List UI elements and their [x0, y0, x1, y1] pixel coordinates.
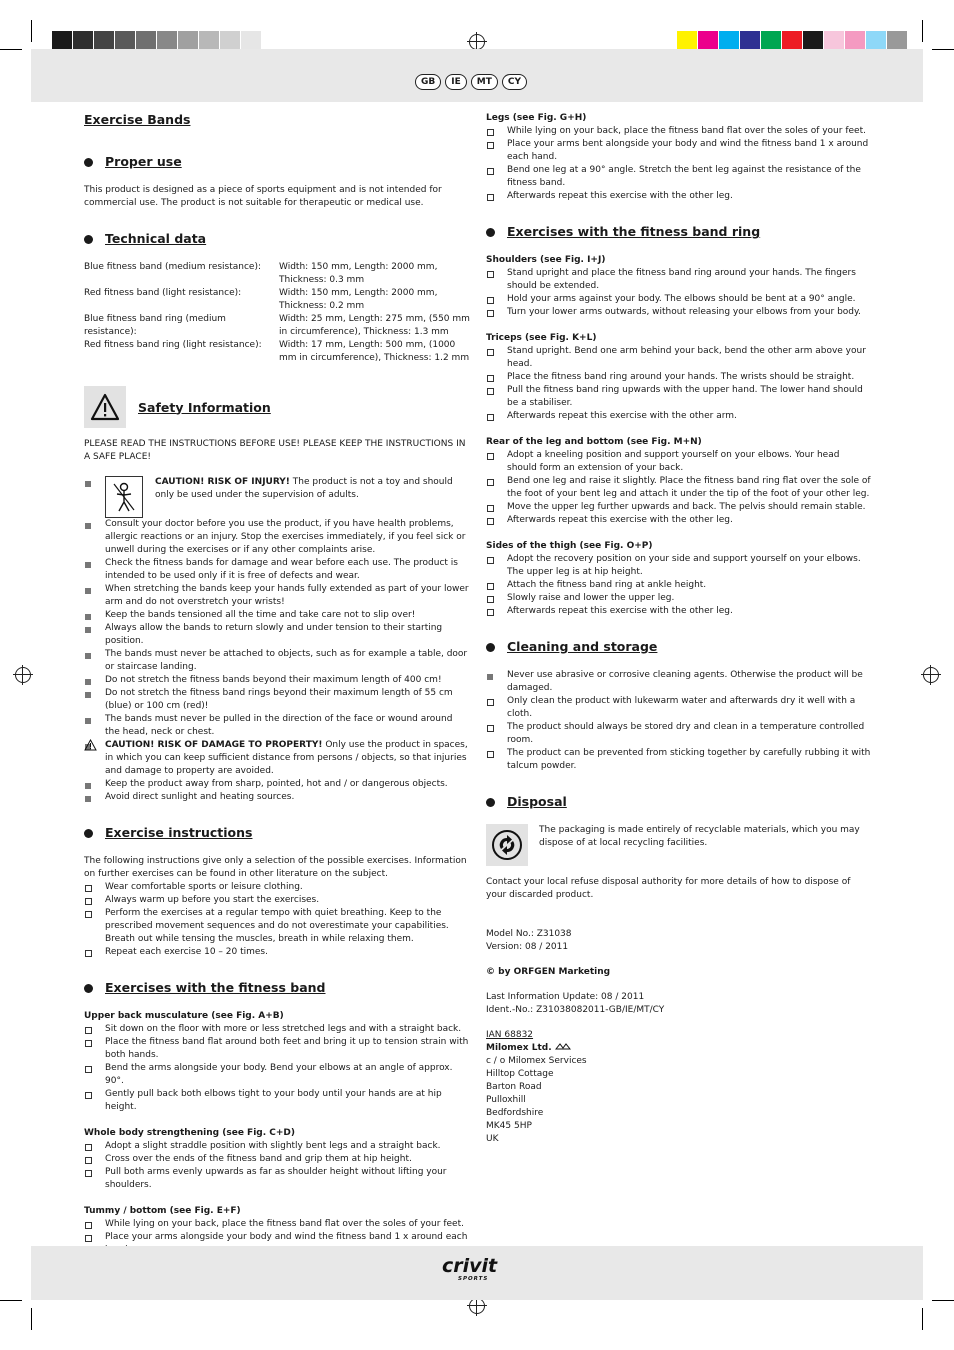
exercise-list — [486, 345, 872, 423]
recycle-block — [486, 824, 872, 866]
list-item: Stand upright and place the fitness band ring around your hands. The fingers should be extended. — [486, 267, 872, 293]
model-number: Model No.: Z31038 — [486, 929, 572, 939]
crop-mark — [922, 20, 923, 42]
section-heading-cleaning: Cleaning and storage — [486, 639, 872, 655]
list-item: Attach the fitness band ring at ankle height. — [486, 579, 872, 592]
warning-triangle-icon — [84, 386, 126, 428]
list-item: Bend one leg at a 90° angle. Stretch the bent leg against the resistance of the fitness band. — [486, 164, 872, 190]
registration-mark-bottom — [469, 1298, 485, 1314]
ian-number: IAN 68832 — [486, 1030, 534, 1040]
crop-mark — [0, 49, 22, 50]
list-item: Keep the product away from sharp, pointed, hot and / or dangerous objects. — [84, 778, 470, 791]
list-item: While lying on your back, place the fitness band flat over the soles of your feet. — [486, 125, 872, 138]
list-item: Hold your arms against your body. The elbows should be bent at a 90° angle. — [486, 293, 872, 306]
svg-text:crivit: crivit — [442, 1255, 498, 1277]
list-item: Turn your lower arms outwards, without releasing your elbows from your body. — [486, 306, 872, 319]
caution-property: CAUTION! RISK OF DAMAGE TO PROPERTY! Only use the product in spaces, in which you can keep sufficient distance from persons / objects, so that injuries and damage to property are avoided. — [84, 739, 470, 778]
list-item: Place your arms alongside your body and wind the fitness band 1 x around each — [84, 1231, 470, 1257]
recycle-text: The packaging is made entirely of recyclable materials, which you may dispose of at local recycling facilities. — [539, 825, 860, 848]
technical-data-table — [84, 261, 470, 365]
list-item: Consult your doctor before you use the product, if you have health problems, allergic reactions or an injury. Stop the exercises immediately, if you feel sick or unwell during the exercises or if any other complaints arise. — [84, 518, 470, 557]
grayscale-color-bar — [52, 31, 283, 51]
color-swatch — [887, 31, 908, 51]
factory-icon — [555, 1042, 571, 1050]
section-heading-exercise-instructions: Exercise instructions — [84, 825, 470, 841]
address-line: Bedfordshire — [486, 1108, 544, 1118]
list-item: Avoid direct sunlight and heating sources. — [84, 791, 470, 804]
list-item: Adopt the recovery position on your side and support yourself on your elbows. The upper leg is at hip height. — [486, 553, 872, 579]
color-swatch — [761, 31, 782, 51]
list-item: Repeat each exercise 10 – 20 times. — [84, 946, 470, 959]
registration-mark-top — [469, 34, 485, 50]
legs-list — [486, 125, 872, 203]
color-swatch — [178, 31, 199, 51]
green-dot-recycle-icon — [486, 824, 528, 866]
crop-mark — [31, 20, 32, 42]
left-column — [84, 112, 470, 1296]
color-swatch — [157, 31, 178, 51]
crop-mark — [31, 1308, 32, 1330]
list-item: Check the fitness bands for damage and wear before each use. The product is intended to be used only if it is free of defects and wear. — [84, 557, 470, 583]
right-column — [486, 112, 872, 1146]
color-swatch — [740, 31, 761, 51]
color-swatch — [782, 31, 803, 51]
proper-use-text: This product is designed as a piece of sports equipment and is not intended for commercial use. The product is not suitable for therapeutic or medical use. — [84, 185, 442, 208]
color-swatch — [220, 31, 241, 51]
crop-mark — [0, 1300, 22, 1301]
color-swatch — [94, 31, 115, 51]
list-item: Pull the fitness band ring upwards with the upper hand. The lower hand should be a stabiliser. — [486, 384, 872, 410]
list-item: Bend one leg and raise it slightly. Place the fitness band ring flat over the sole of the foot of your bent leg and attach it under the tip of the foot of your other leg. — [486, 475, 872, 501]
list-item: Place the fitness band flat around both feet and bring it up to tension strain with both hands. — [84, 1036, 470, 1062]
language-badge: MT — [471, 74, 498, 90]
color-swatch — [698, 31, 719, 51]
copyright: © by ORFGEN Marketing — [486, 967, 611, 977]
registration-mark-right — [923, 667, 939, 683]
color-swatch — [52, 31, 73, 51]
address-line: UK — [486, 1134, 499, 1144]
address-line: Pulloxhill — [486, 1095, 526, 1105]
list-item: Keep the bands tensioned all the time and take care not to slip over! — [84, 609, 470, 622]
child-warning-icon — [105, 476, 143, 518]
address-line: MK45 5HP — [486, 1121, 532, 1131]
address-block — [486, 1055, 872, 1146]
section-heading-fitness-band: Exercises with the fitness band — [84, 980, 470, 996]
color-swatch — [262, 31, 283, 51]
exercise-subheading: Triceps (see Fig. K+L) — [486, 333, 597, 343]
list-item: Bend the arms alongside your body. Bend your elbows at an angle of approx. 90°. — [84, 1062, 470, 1088]
exercise-subheading: Rear of the leg and bottom (see Fig. M+N) — [486, 437, 702, 447]
exercise-list — [84, 1023, 470, 1114]
color-swatch — [136, 31, 157, 51]
section-heading-disposal: Disposal — [486, 794, 872, 810]
registration-mark-left — [15, 667, 31, 683]
list-item: Adopt a kneeling position and support yourself on your elbows. Your head should form an extension of your back. — [486, 449, 872, 475]
color-swatch — [719, 31, 740, 51]
list-item: Sit down on the floor with more or less stretched legs and with a straight back. — [84, 1023, 470, 1036]
document-title: Exercise Bands — [84, 112, 191, 127]
list-item: Always allow the bands to return slowly and under tension to their starting position. — [84, 622, 470, 648]
exercise-list — [486, 449, 872, 527]
exercise-list — [84, 1140, 470, 1192]
list-item: The product should always be stored dry and clean in a temperature controlled room. — [486, 721, 872, 747]
list-item: Do not stretch the fitness bands beyond their maximum length of 400 cm! — [84, 674, 470, 687]
address-line: Hilltop Cottage — [486, 1069, 554, 1079]
list-item: Pull both arms evenly upwards as far as shoulder height without lifting your shoulders. — [84, 1166, 470, 1192]
list-item: Afterwards repeat this exercise with the other leg. — [486, 514, 872, 527]
technical-row: Blue fitness band ring (medium resistance): Width: 25 mm, Length: 275 mm, (550 mm in circumference), Thickness: 1.3 mm — [84, 314, 470, 337]
list-item: Slowly raise and lower the upper leg. — [486, 592, 872, 605]
color-swatch — [803, 31, 824, 51]
language-badges — [415, 74, 527, 90]
list-item: Place the fitness band ring around your hands. The wrists should be straight. — [486, 371, 872, 384]
exercise-subheading: Upper back musculature (see Fig. A+B) — [84, 1011, 284, 1021]
list-item: While lying on your back, place the fitness band flat over the soles of your feet. — [84, 1218, 470, 1231]
cleaning-list — [486, 669, 872, 695]
company-name: Milomex Ltd. — [486, 1042, 872, 1055]
ring-exercise-groups — [486, 254, 872, 618]
list-item: Afterwards repeat this exercise with the other arm. — [486, 410, 872, 423]
caution-injury: CAUTION! RISK OF INJURY! The product is not a toy and should only be used under the supervision of adults. — [84, 476, 470, 518]
exercise-subheading: Tummy / bottom (see Fig. E+F) — [84, 1206, 241, 1216]
color-swatch — [677, 31, 698, 51]
last-update: Last Information Update: 08 / 2011 — [486, 992, 645, 1002]
address-line: c / o Milomex Services — [486, 1056, 587, 1066]
section-heading-technical-data: Technical data — [84, 231, 470, 247]
list-item: Only clean the product with lukewarm water and afterwards dry it well with a cloth. — [486, 695, 872, 721]
language-badge: GB — [415, 74, 441, 90]
language-badge: IE — [445, 74, 467, 90]
safety-intro: PLEASE READ THE INSTRUCTIONS BEFORE USE! PLEASE KEEP THE INSTRUCTIONS IN A SAFE PLACE! — [84, 439, 466, 462]
list-item: Gently pull back both elbows tight to your body until your hands are at hip height. — [84, 1088, 470, 1114]
list-item: Adopt a slight straddle position with slightly bent legs and a straight back. — [84, 1140, 470, 1153]
crivit-logo — [440, 1253, 514, 1283]
exercise-subheading: Whole body strengthening (see Fig. C+D) — [84, 1128, 296, 1138]
instructions-intro: The following instructions give only a selection of the possible exercises. Information on further exercises can be found in other literature on the subject. — [84, 856, 467, 879]
exercise-subheading: Shoulders (see Fig. I+J) — [486, 255, 606, 265]
list-item: Do not stretch the fitness band rings beyond their maximum length of 55 cm (blue) or 100 cm (red)! — [84, 687, 470, 713]
color-swatch — [199, 31, 220, 51]
color-swatch — [845, 31, 866, 51]
ident-number: Ident.-No.: Z31038082011-GB/IE/MT/CY — [486, 1005, 665, 1015]
crop-mark — [922, 1308, 923, 1330]
list-item: Always warm up before you start the exercises. — [84, 894, 470, 907]
version: Version: 08 / 2011 — [486, 942, 569, 952]
address-line: Barton Road — [486, 1082, 542, 1092]
exercise-subheading: Legs (see Fig. G+H) — [486, 113, 587, 123]
list-item: Perform the exercises at a regular tempo with quiet breathing. Keep to the prescribed movement sequences and do not overestimate your capabilities. Breath out while tensing the muscles, breath in while relaxing them. — [84, 907, 470, 946]
section-heading-band-ring: Exercises with the fitness band ring — [486, 224, 872, 240]
technical-row: Blue fitness band (medium resistance): Width: 150 mm, Length: 2000 mm, Thickness: 0.3 mm — [84, 262, 438, 285]
list-item: Cross over the ends of the fitness band and grip them at hip height. — [84, 1153, 470, 1166]
color-swatch — [866, 31, 887, 51]
color-swatch — [115, 31, 136, 51]
list-item: Never use abrasive or corrosive cleaning agents. Otherwise the product will be damaged. — [486, 669, 872, 695]
exercise-subheading: Sides of the thigh (see Fig. O+P) — [486, 541, 653, 551]
technical-row: Red fitness band ring (light resistance): Width: 17 mm, Length: 500 mm, (1000 mm in circumference), Thickness: 1.2 mm — [84, 340, 470, 363]
list-item: The bands must never be attached to objects, such as for example a table, door or staircase landing. — [84, 648, 470, 674]
crop-mark — [932, 49, 954, 50]
list-item: The bands must never be pulled in the direction of the face or wound around the head, neck or chest. — [84, 713, 470, 739]
list-item: Stand upright. Bend one arm behind your back, bend the other arm above your head. — [486, 345, 872, 371]
crop-mark — [932, 1300, 954, 1301]
color-swatch — [241, 31, 262, 51]
exercise-list — [486, 267, 872, 319]
instructions-list — [84, 881, 470, 959]
color-swatch — [73, 31, 94, 51]
safety-list — [84, 778, 470, 804]
technical-row: Red fitness band (light resistance): Width: 150 mm, Length: 2000 mm, Thickness: 0.2 mm — [84, 288, 438, 311]
list-item: Place your arms bent alongside your body and wind the fitness band 1 x around each hand. — [486, 138, 872, 164]
disposal-contact: Contact your local refuse disposal authority for more details of how to dispose of your discarded product. — [486, 877, 851, 900]
section-heading-proper-use: Proper use — [84, 154, 470, 170]
language-badge: CY — [502, 74, 527, 90]
list-item: Afterwards repeat this exercise with the other leg. — [486, 605, 872, 618]
process-color-bar — [677, 31, 908, 51]
exercise-list — [486, 553, 872, 618]
list-item: The product can be prevented from sticking together by carefully rubbing it with talcum powder. — [486, 747, 872, 773]
list-item: Move the upper leg further upwards and back. The pelvis should remain stable. — [486, 501, 872, 514]
list-item: Wear comfortable sports or leisure clothing. — [84, 881, 470, 894]
list-item: When stretching the bands keep your hands fully extended as part of your lower arm and do not overstretch your wrists! — [84, 583, 470, 609]
color-swatch — [824, 31, 845, 51]
svg-text:SPORTS: SPORTS — [458, 1276, 489, 1282]
safety-heading: Safety Information — [84, 386, 470, 428]
safety-list — [84, 518, 470, 739]
warning-triangle-icon — [84, 739, 97, 751]
list-item: Afterwards repeat this exercise with the other leg. — [486, 190, 872, 203]
cleaning-list — [486, 695, 872, 773]
